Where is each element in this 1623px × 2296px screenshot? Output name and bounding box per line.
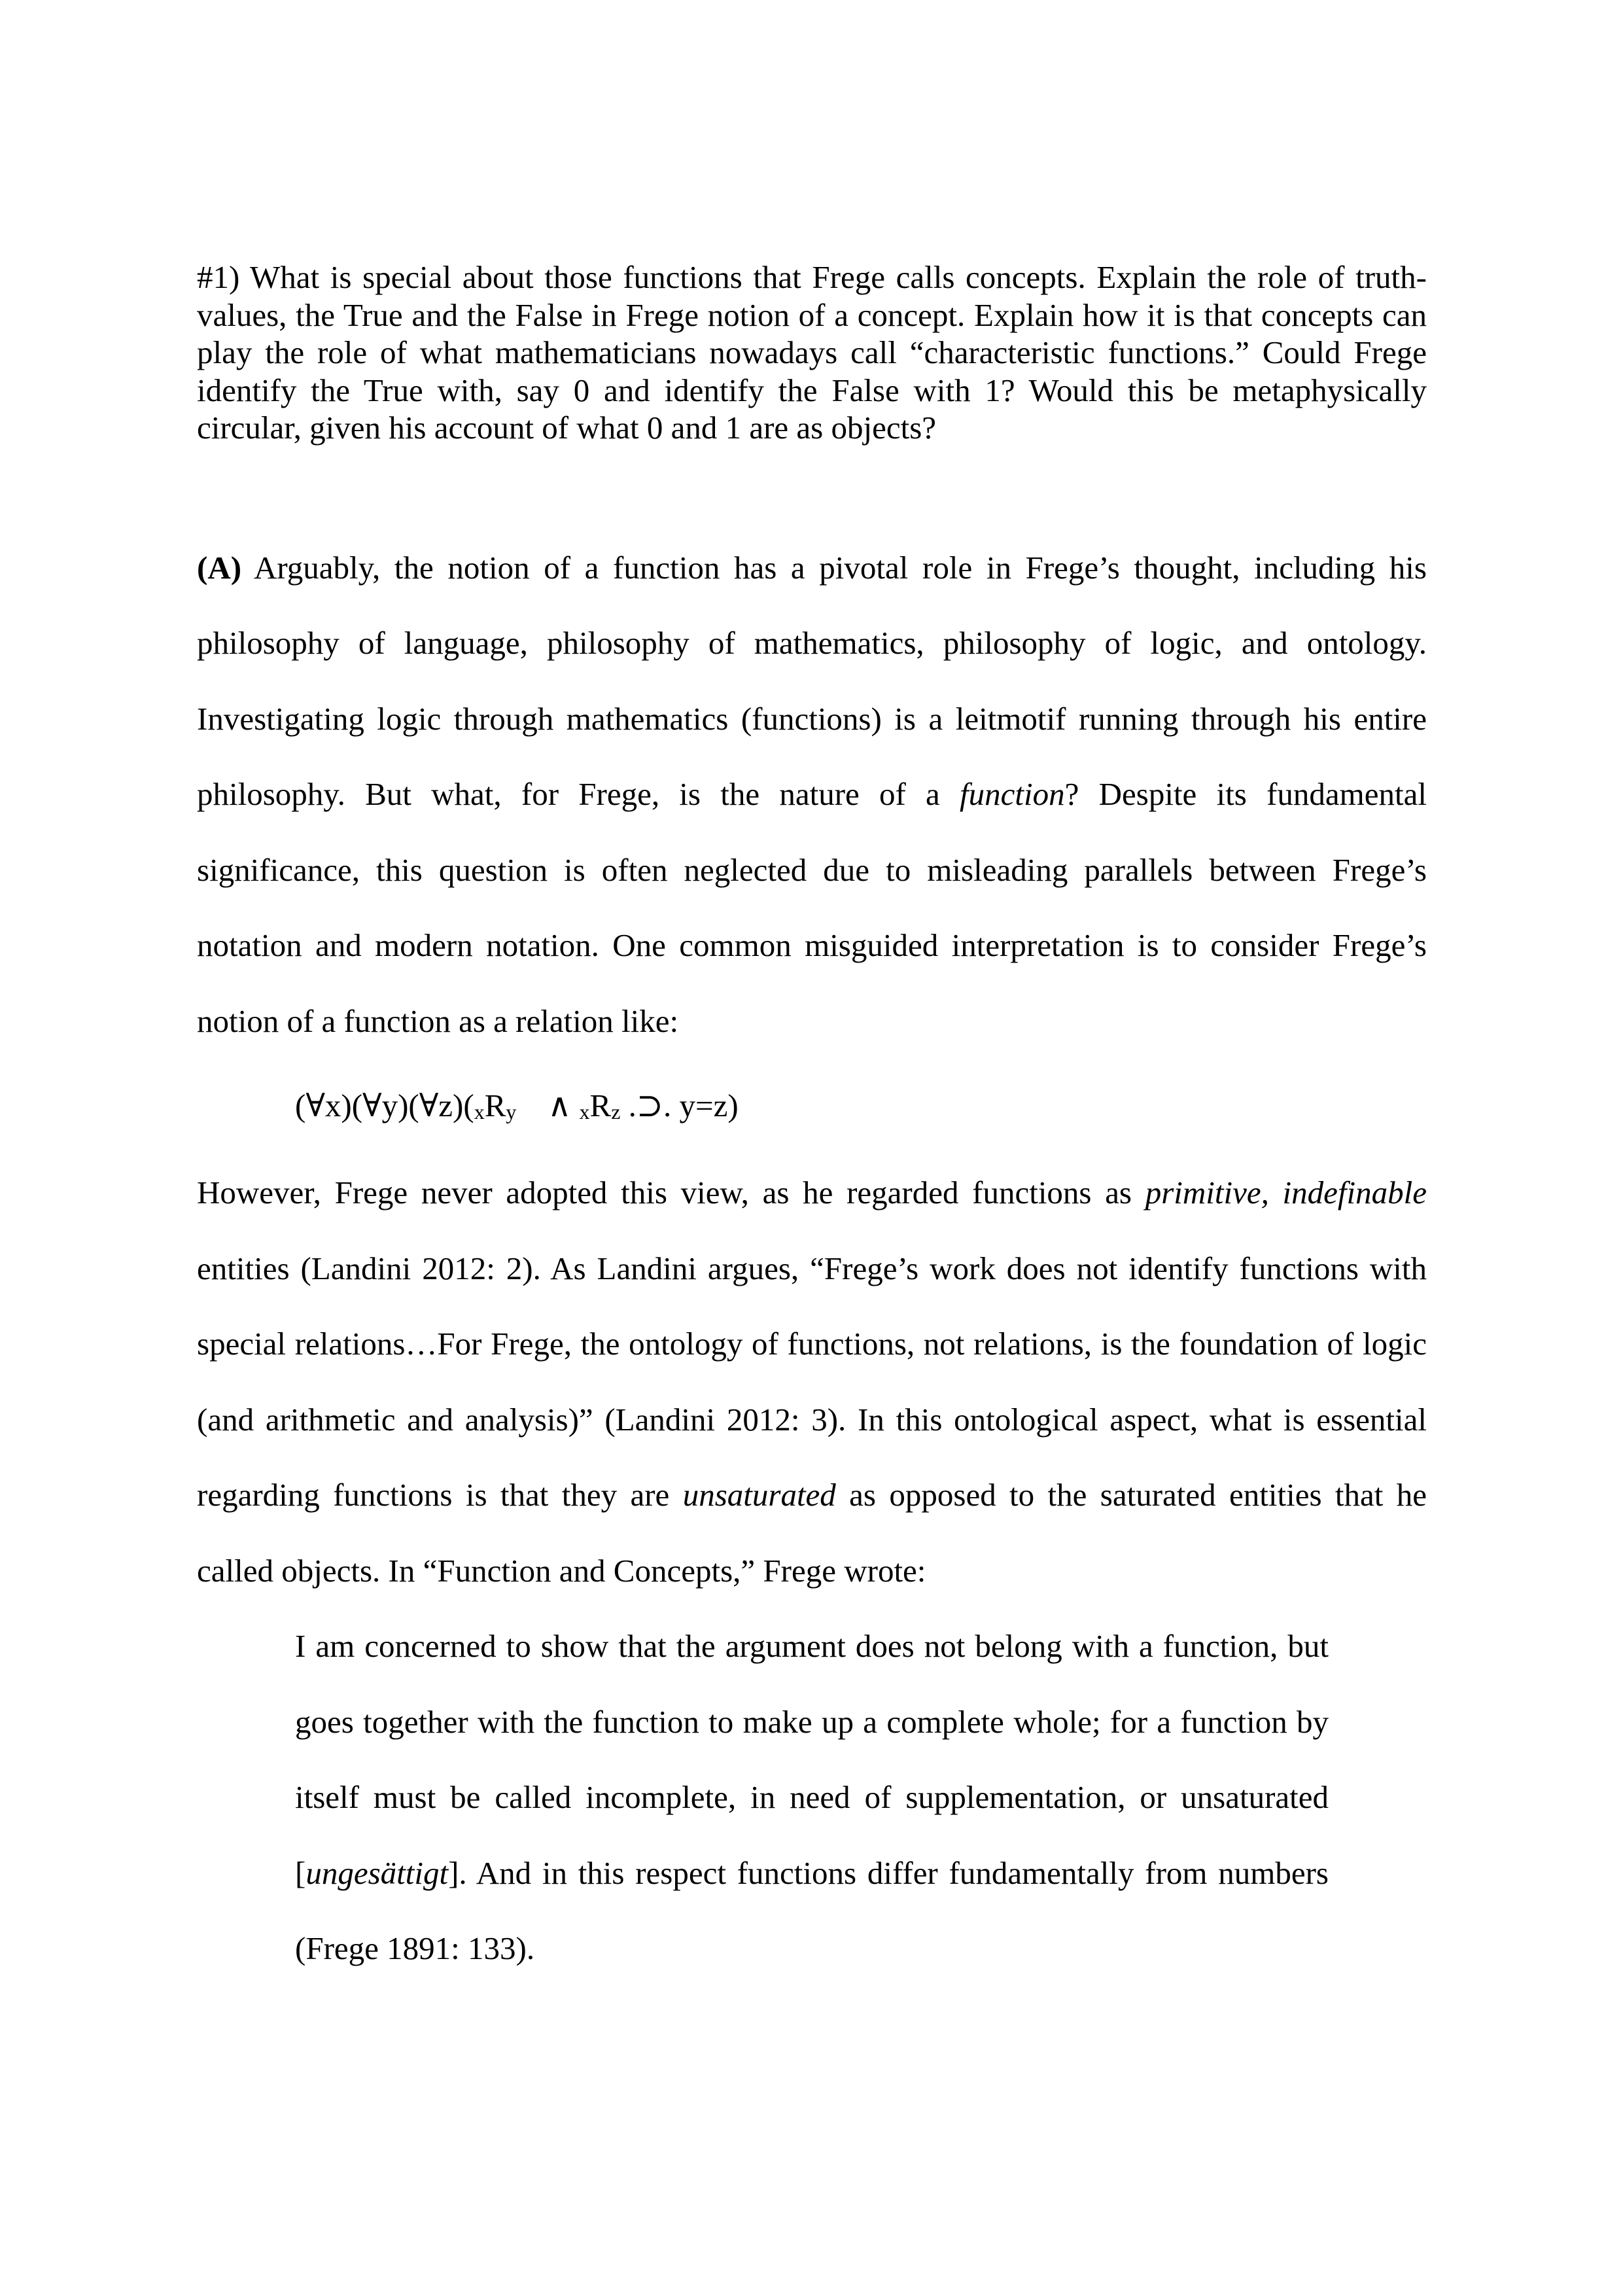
answer-paragraph-2	[197, 1155, 1427, 1608]
quote-text-1: I am concerned to show that the argument does not belong with a function, but goes together with the function to make up a complete whole; for a function by itself must be called incomplete, in need of supplementation, or unsaturated [	[295, 1628, 1329, 1891]
answer-p1-text-1: Arguably, the notion of a function has a pivotal role in Frege’s thought, including his philosophy of language, philosophy of mathematics, philosophy of logic, and ontology. Investigating logic through mathematics (functions) is a leitmotif running through his entire philosophy. But what, for Frege, is the nature of a	[197, 549, 1427, 812]
formula-sub-z: z	[611, 1100, 621, 1123]
formula-relation-1: R	[484, 1087, 506, 1123]
answer-p2-text-1: However, Frege never adopted this view, as he regarded functions as	[197, 1174, 1145, 1210]
answer-p1-text-2: ? Despite its fundamental significance, this question is often neglected due to misleading parallels between Frege’s notation and modern notation. One common misguided interpretation is to consider Frege’s notion of a function as a relation like:	[197, 776, 1427, 1039]
formula-sub-x1: x	[474, 1100, 485, 1123]
formula-quantifiers: (∀x)(∀y)(∀z)(	[295, 1087, 474, 1123]
document-page	[197, 258, 1427, 1987]
formula-sub-x2: x	[579, 1100, 590, 1123]
question-paragraph	[197, 258, 1427, 447]
formula-conjunction: ∧	[548, 1087, 580, 1123]
formula-sub-y: y	[506, 1100, 517, 1123]
quote-italic-ungesattigt: ungesättigt	[305, 1854, 449, 1891]
answer-p1-italic-function: function	[960, 776, 1065, 812]
question-text: #1) What is special about those functions that Frege calls concepts. Explain the role of truth-values, the True and the False in Frege notion of a concept. Explain how it is that concepts can play the role of what mathematicians nowadays call “characteristic functions.” Could Frege identify the True with, say 0 and identify the False with 1? Would this be metaphysically circular, given his account of what 0 and 1 are as objects?	[197, 259, 1427, 446]
logic-formula	[295, 1068, 1427, 1143]
formula-relation-2: R	[589, 1087, 612, 1123]
answer-label: (A)	[197, 549, 242, 586]
answer-p2-text-3: as opposed to the saturated entities that he called objects. In “Function and Concepts,” Frege wrote:	[197, 1477, 1427, 1589]
quote-text-2: ]. And in this respect functions differ fundamentally from numbers (Frege 1891: 133).	[295, 1854, 1329, 1966]
block-quote	[295, 1608, 1329, 1987]
answer-p2-italic-unsaturated: unsaturated	[682, 1477, 836, 1513]
answer-p2-italic-primitive: primitive, indefinable	[1145, 1174, 1427, 1210]
answer-p2-text-2: entities (Landini 2012: 2). As Landini argues, “Frege’s work does not identify functions with special relations…For Frege, the ontology of functions, not relations, is the foundation of logic (and arithmetic and analysis)” (Landini 2012: 3). In this ontological aspect, what is essential regarding functions is that they are	[197, 1250, 1427, 1513]
answer-paragraph-1	[197, 530, 1427, 1059]
formula-tail: .⊃. y=z)	[620, 1087, 739, 1123]
